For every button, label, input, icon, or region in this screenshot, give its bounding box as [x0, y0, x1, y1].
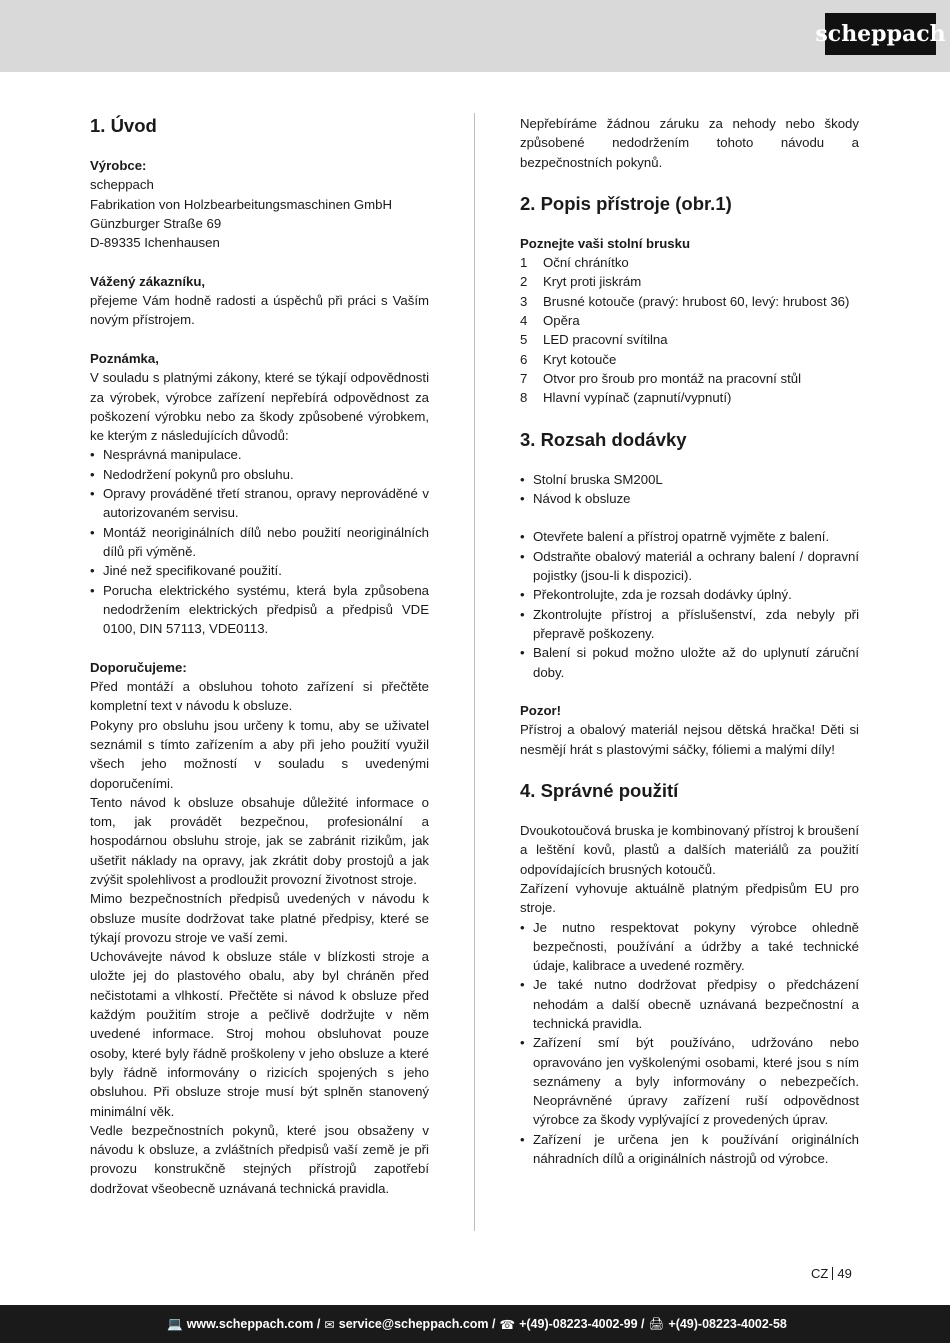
list-item: 3 Brusné kotouče (pravý: hrubost 60, levý: hrubost 36): [520, 293, 850, 309]
recommend-paragraph: Mimo bezpečnostních předpisů uvedených v návodu k obsluze musíte dodržovat take platné předpisy, které se týkají provozu stroje ve vaší zemi.: [90, 891, 429, 945]
caution-label: Pozor!: [520, 703, 562, 719]
list-item: • Překontrolujte, zda je rozsah dodávky úplný.: [520, 585, 859, 604]
page-number: [811, 1266, 852, 1281]
brand-logo: scheppach: [825, 13, 936, 55]
section-heading-proper-use: 4. Správné použití: [520, 780, 679, 802]
list-item: 6 Kryt kotouče: [520, 351, 617, 367]
list-item: • Jiné než specifikované použití.: [90, 561, 429, 580]
list-item: • Zařízení smí být používáno, udržováno nebo opravováno jen vyškolenými osobami, které jsou s ním seznámeny a byly informovány o nebezpečích. Neoprávněné úpravy zařízení ruší odpovědnost výrobce za škody vyplývající z provedených úprav.: [520, 1033, 859, 1129]
list-item: 2 Kryt proti jiskrám: [520, 274, 642, 290]
use-paragraph: Dvoukotoučová bruska je kombinovaný přístroj k broušení a leštění kovů, plastů a dalších materiálů za použití odpovídajících brusných kotoučů.: [520, 823, 859, 877]
list-item: • Zkontrolujte přístroj a příslušenství, zda nebyly při přepravě poškozeny.: [520, 605, 859, 644]
column-divider: [474, 113, 475, 1231]
recommend-paragraph: Vedle bezpečnostních pokynů, které jsou obsaženy v návodu k obsluze, a zvláštních předpisů vaší země je při provozu konstrukčně stejných přístrojů zapotřebí dodržovat všeobecně uznávaná technická pravidla.: [90, 1122, 429, 1196]
list-item: • Balení si pokud možno uložte až do uplynutí záruční doby.: [520, 643, 859, 682]
maker-line: scheppach: [90, 177, 154, 193]
dear-label: Vážený zákazníku,: [90, 273, 206, 289]
phone-icon: ☎: [499, 1317, 516, 1332]
recommend-paragraph: Před montáží a obsluhou tohoto zařízení si přečtěte kompletní text v návodu k obsluze.: [90, 679, 429, 714]
recommend-paragraph: Uchovávejte návod k obsluze stále v blízkosti stroje a uložte jej do plastového obalu, aby byl chráněn před nečistotami a vlhkostí. Přečtěte si návod k obsluze před každým použitím stroje a pečlivě dodržujte v něm uvedené informace. Stroj mohou obsluhovat pouze osoby, které byly řádně proškoleny v jeho obsluze a které byly řádně informovány o rizicích spojených s jeho obsluhou. Při obsluze stroje musí být splněn stanovený minimální věk.: [90, 949, 429, 1119]
list-item: • Otevřete balení a přístroj opatrně vyjměte z balení.: [520, 527, 859, 546]
contact-footer: [0, 1305, 950, 1343]
recommend-paragraph: Tento návod k obsluze obsahuje důležité informace o tom, jak provádět bezpečnou, profesionální a hospodárnou obsluhu stroje, jak se zabránit rizikům, jak ušetřit náklady na opravy, jak zkrátit doby prostojů a jak zvýšit spolehlivost a prodloužit provozní životnost stroje.: [90, 794, 429, 887]
mail-icon: ✉: [324, 1317, 335, 1332]
maker-line: D-89335 Ichenhausen: [90, 235, 220, 251]
recommend-paragraph: Pokyny pro obsluhu jsou určeny k tomu, aby se uživatel seznámil s tímto zařízením a aby při jeho použití využil všech jeho možností v souladu s uvedenými doporučeními.: [90, 717, 429, 791]
list-item: • Stolní bruska SM200L: [520, 470, 859, 489]
list-item: 1 Oční chránítko: [520, 255, 629, 271]
page-lang: CZ: [811, 1266, 829, 1281]
use-list: [520, 918, 859, 1169]
maker-label: Výrobce:: [90, 158, 147, 173]
note-text: V souladu s platnými zákony, které se týkají odpovědnosti za výrobek, výrobce zařízení nepřebírá odpovědnost za poškození výrobku nebo za škody způsobené výrobkem, ke kterým z následujících důvodů:: [90, 370, 429, 444]
scope-list: [520, 470, 859, 509]
left-column: [90, 114, 429, 1198]
list-item: 4 Opěra: [520, 313, 580, 329]
note-label: Poznámka,: [90, 350, 159, 366]
fax-icon: 🖨: [648, 1316, 665, 1331]
parts-list: [520, 253, 859, 407]
dear-text: přejeme Vám hodně radosti a úspěchů při práci s Vaším novým přístrojem.: [90, 293, 429, 328]
know-label: Poznejte vaši stolní brusku: [520, 235, 691, 251]
unpack-list: [520, 527, 859, 681]
list-item: • Je nutno respektovat pokyny výrobce ohledně bezpečnosti, používání a údržby a také technické údaje, kalibrace a uvedené rozměry.: [520, 918, 859, 976]
footer-web[interactable]: www.scheppach.com /: [186, 1317, 321, 1331]
list-item: • Návod k obsluze: [520, 489, 859, 508]
footer-fax: +(49)-08223-4002-58: [668, 1317, 787, 1331]
page-num-value: 49: [837, 1266, 852, 1281]
list-item: • Odstraňte obalový materiál a ochrany balení / dopravní pojistky (jsou-li k dispozici).: [520, 547, 859, 586]
list-item: • Montáž neoriginálních dílů nebo použití neoriginálních dílů při výměně.: [90, 523, 429, 562]
section-heading-scope: 3. Rozsah dodávky: [520, 428, 687, 450]
right-column: [520, 114, 859, 1168]
list-item: • Opravy prováděné třetí stranou, opravy neprováděné v autorizovaném servisu.: [90, 484, 429, 523]
maker-line: Günzburger Straße 69: [90, 215, 222, 231]
list-item: • Zařízení je určena jen k používání originálních náhradních dílů a originálních nástrojů od výrobce.: [520, 1130, 859, 1169]
note-list: [90, 445, 429, 638]
list-item: • Nedodržení pokynů pro obsluhu.: [90, 465, 429, 484]
computer-icon: 💻: [167, 1316, 183, 1331]
recommend-label: Doporučujeme:: [90, 659, 187, 675]
maker-line: Fabrikation von Holzbearbeitungsmaschinen GmbH: [90, 196, 392, 212]
footer-email[interactable]: service@scheppach.com /: [338, 1317, 496, 1331]
list-item: • Je také nutno dodržovat předpisy o předcházení nehodám a další obecně uznávaná bezpečnostní a technická pravidla.: [520, 975, 859, 1033]
list-item: • Porucha elektrického systému, která byla způsobena nedodržením elektrických předpisů a předpisů VDE 0100, DIN 57113, VDE0113.: [90, 581, 429, 639]
list-item: 8 Hlavní vypínač (zapnutí/vypnutí): [520, 390, 732, 406]
disclaimer-text: Nepřebíráme žádnou záruku za nehody nebo škody způsobené nedodržením tohoto návodu a bezpečnostních pokynů.: [520, 116, 859, 170]
footer-phone: +(49)-08223-4002-99 /: [519, 1317, 645, 1331]
header-band: [0, 0, 950, 72]
caution-text: Přístroj a obalový materiál nejsou dětská hračka! Děti si nesmějí hrát s plastovými sáčky, fóliemi a malými díly!: [520, 722, 859, 757]
section-heading-intro: 1. Úvod: [90, 115, 157, 136]
section-heading-description: 2. Popis přístroje (obr.1): [520, 192, 732, 214]
separator: [832, 1267, 833, 1280]
list-item: 7 Otvor pro šroub pro montáž na pracovní stůl: [520, 370, 802, 386]
list-item: • Nesprávná manipulace.: [90, 445, 429, 464]
list-item: 5 LED pracovní svítilna: [520, 332, 668, 348]
use-paragraph: Zařízení vyhovuje aktuálně platným předpisům EU pro stroje.: [520, 880, 859, 916]
